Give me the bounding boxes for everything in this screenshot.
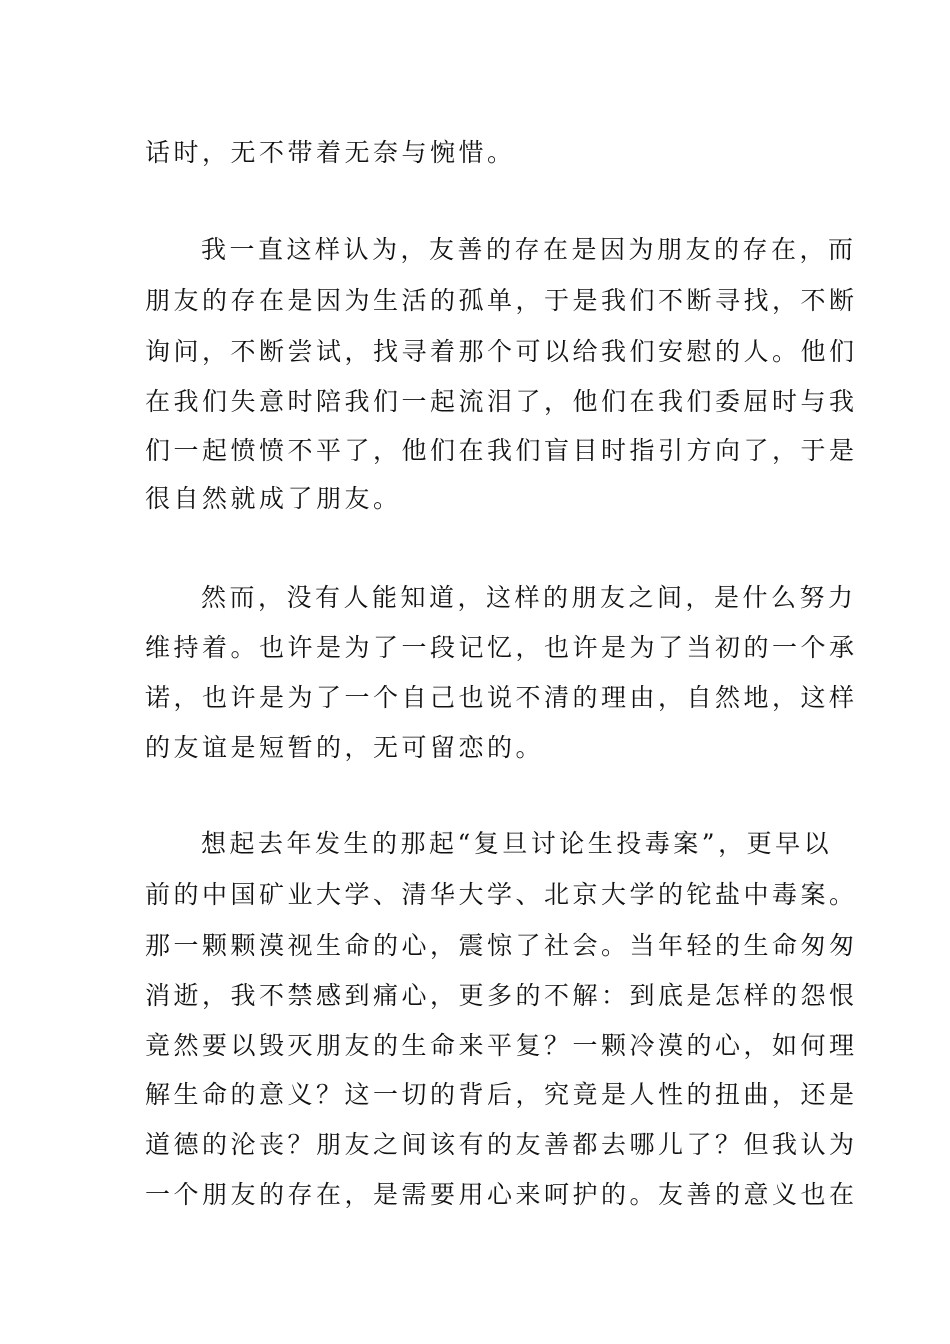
paragraph-line: 话时，无不带着无奈与惋惜。 <box>145 138 516 167</box>
paragraph-line: 维持着。也许是为了一段记忆，也许是为了当初的一个承 <box>145 633 858 662</box>
paragraph-line: 很自然就成了朋友。 <box>145 484 402 513</box>
paragraph-line: 消逝，我不禁感到痛心，更多的不解：到底是怎样的怨恨 <box>145 981 858 1010</box>
paragraph-line: 朋友的存在是因为生活的孤单，于是我们不断寻找，不断 <box>145 286 858 315</box>
paragraph-line: 前的中国矿业大学、清华大学、北京大学的铊盐中毒案。 <box>145 880 858 909</box>
paragraph-line: 解生命的意义？这一切的背后，究竟是人性的扭曲，还是 <box>145 1080 858 1109</box>
paragraph-line: 在我们失意时陪我们一起流泪了，他们在我们委屈时与我 <box>145 387 858 416</box>
paragraph-line: 的友谊是短暂的，无可留恋的。 <box>145 733 545 762</box>
paragraph-line: 道德的沦丧？朋友之间该有的友善都去哪儿了？但我认为 <box>145 1130 858 1159</box>
paragraph-line: 诺，也许是为了一个自己也说不清的理由，自然地，这样 <box>145 683 858 712</box>
paragraph-line: 那一颗颗漠视生命的心，震惊了社会。当年轻的生命匆匆 <box>145 931 858 960</box>
paragraph-line: 一个朋友的存在，是需要用心来呵护的。友善的意义也在 <box>145 1180 858 1209</box>
paragraph-line: 我一直这样认为，友善的存在是因为朋友的存在，而 <box>201 235 857 264</box>
paragraph-line: 竟然要以毁灭朋友的生命来平复？一颗冷漠的心，如何理 <box>145 1031 858 1060</box>
paragraph-line: 们一起愤愤不平了，他们在我们盲目时指引方向了，于是 <box>145 436 858 465</box>
paragraph-line: 询问，不断尝试，找寻着那个可以给我们安慰的人。他们 <box>145 337 858 366</box>
paragraph-line: 然而，没有人能知道，这样的朋友之间，是什么努力 <box>201 583 857 612</box>
paragraph-line: 想起去年发生的那起“复旦讨论生投毒案”，更早以 <box>201 829 833 858</box>
